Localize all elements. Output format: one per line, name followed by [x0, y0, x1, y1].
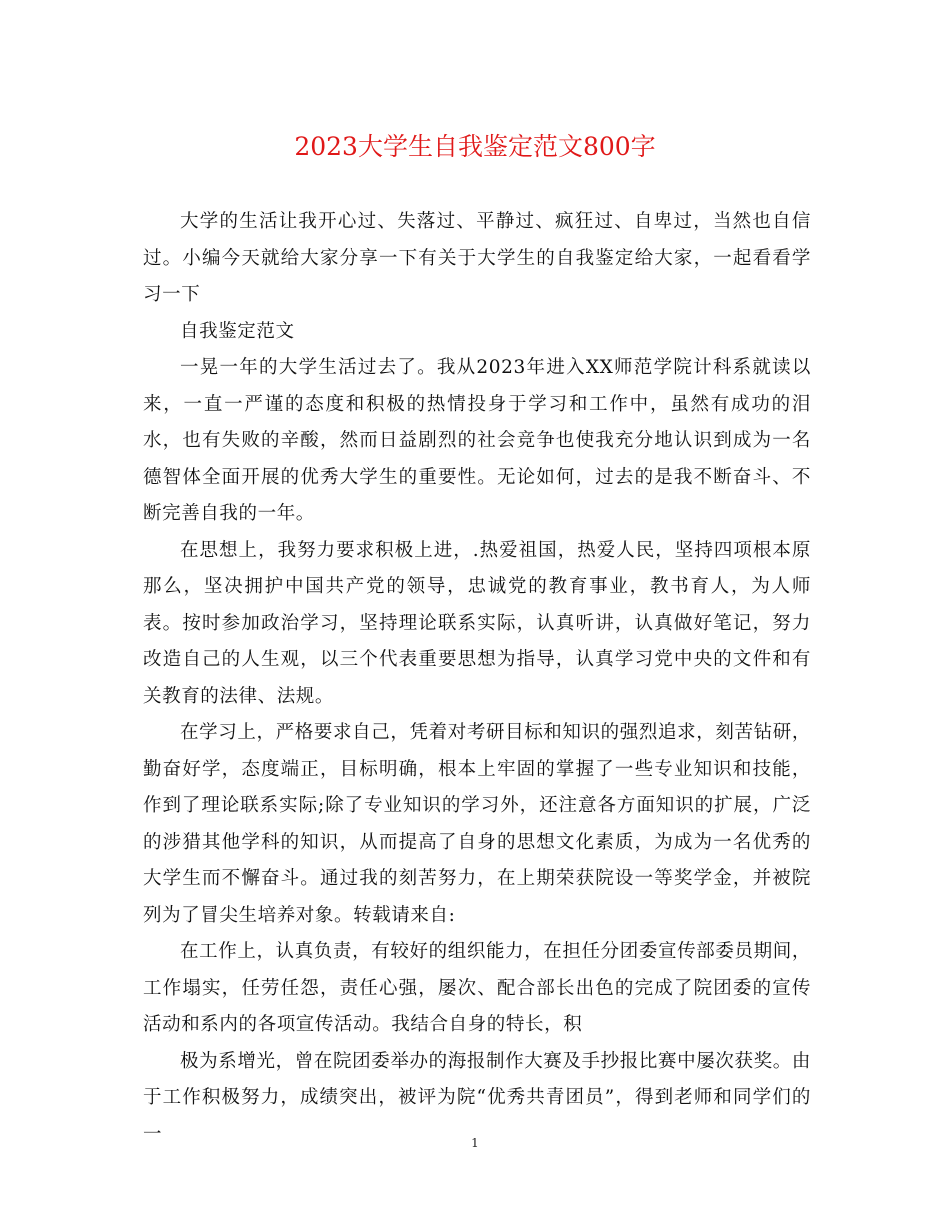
- page-number: 1: [471, 1136, 479, 1150]
- document-body: [143, 204, 811, 1153]
- document-title: 2023大学生自我鉴定范文800字: [294, 132, 656, 161]
- section-heading: 自我鉴定范文: [180, 320, 295, 342]
- paragraph-work: 在工作上，认真负责，有较好的组织能力，在担任分团委宣传部委员期间，工作塌实，任劳任怨，责任心强，屡次、配合部长出色的完成了院团委的宣传活动和系内的各项宣传活动。我结合自身的特长，积: [143, 941, 811, 1035]
- paragraph-intro: 大学的生活让我开心过、失落过、平静过、疯狂过、自卑过，当然也自信过。小编今天就给大家分享一下有关于大学生的自我鉴定给大家，一起看看学习一下: [143, 211, 811, 305]
- paragraph-awards: 极为系增光，曾在院团委举办的海报制作大赛及手抄报比赛中屡次获奖。由于工作积极努力，成绩突出，被评为院“优秀共青团员”，得到老师和同学们的一: [143, 1050, 811, 1145]
- paragraph-thought: 在思想上，我努力要求积极上进，.热爱祖国，热爱人民，坚持四项根本原那么，坚决拥护中国共产党的领导，忠诚党的教育事业，教书育人，为人师表。按时参加政治学习，坚持理论联系实际，认真听讲，认真做好笔记，努力改造自己的人生观，以三个代表重要思想为指导，认真学习党中央的文件和有关教育的法律、法规。: [143, 539, 811, 707]
- paragraph-study: 在学习上，严格要求自己，凭着对考研目标和知识的强烈追求，刻苦钻研，勤奋好学，态度端正，目标明确，根本上牢固的掌握了一些专业知识和技能，作到了理论联系实际;除了专业知识的学习外，还注意各方面知识的扩展，广泛的涉猎其他学科的知识，从而提高了自身的思想文化素质，为成为一名优秀的大学生而不懈奋斗。通过我的刻苦努力，在上期荣获院设一等奖学金，并被院列为了冒尖生培养对象。转载请来自:: [143, 722, 811, 926]
- paragraph-overview: 一晃一年的大学生活过去了。我从2023年进入XX师范学院计科系就读以来，一直一严谨的态度和积极的热情投身于学习和工作中，虽然有成功的泪水，也有失败的辛酸，然而日益剧烈的社会竞争也使我充分地认识到成为一名德智体全面开展的优秀大学生的重要性。无论如何，过去的是我不断奋斗、不断完善自我的一年。: [143, 357, 811, 524]
